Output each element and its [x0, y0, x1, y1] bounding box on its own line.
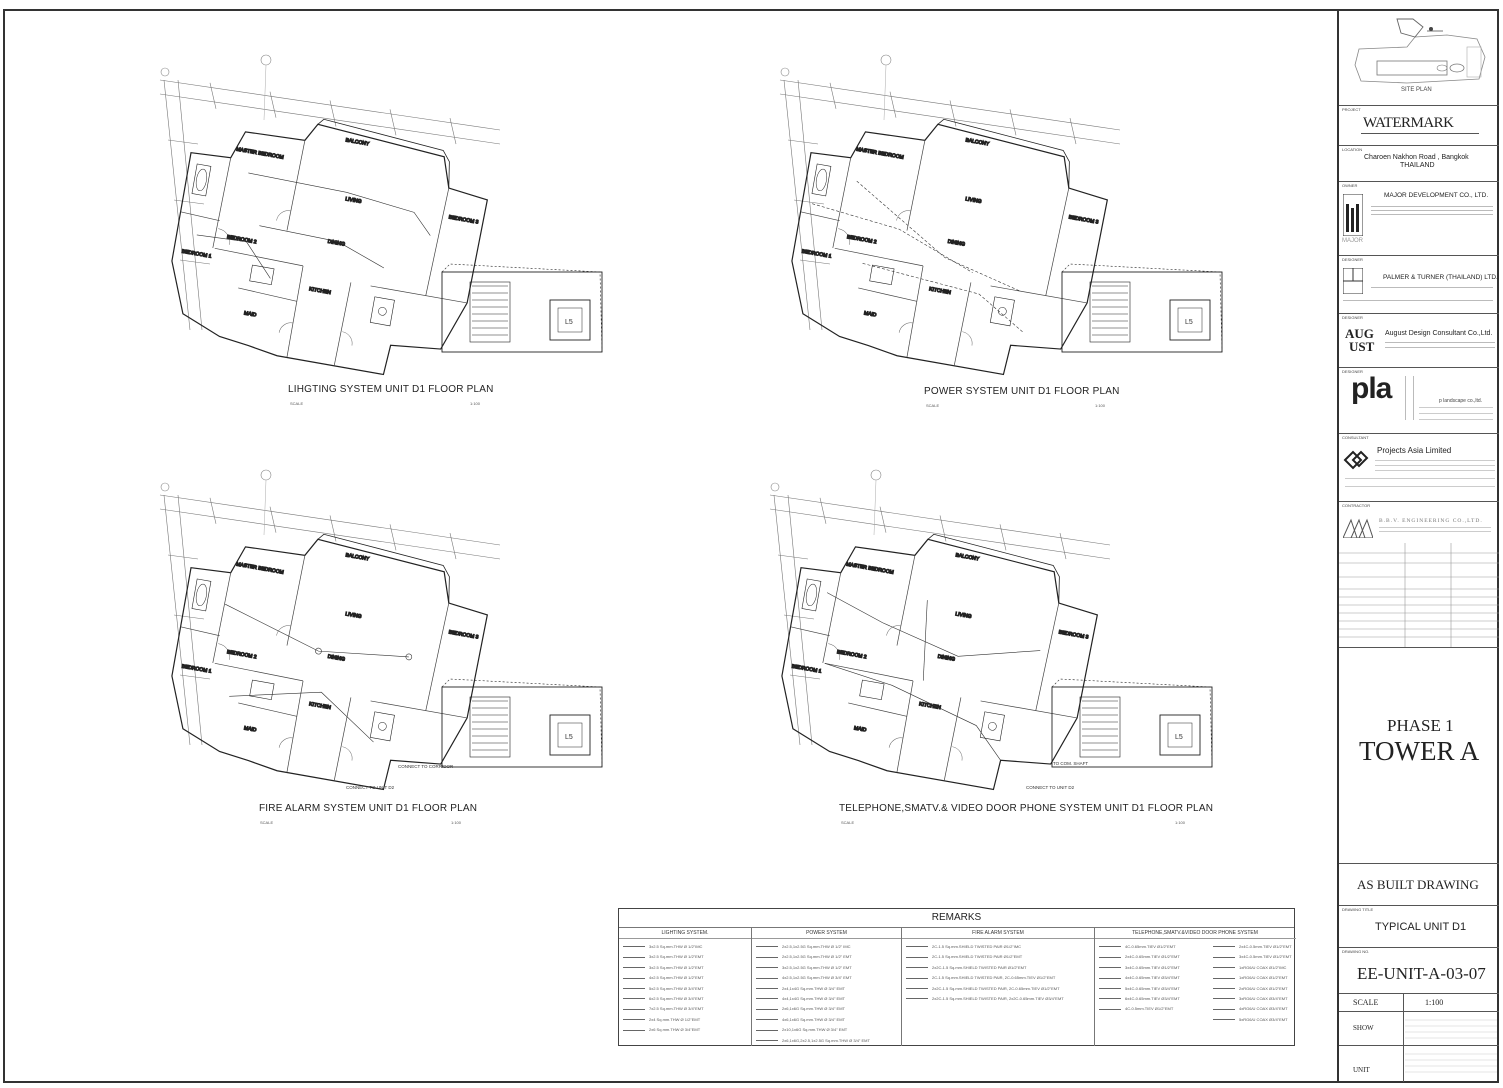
wiring-line-symbol — [756, 998, 778, 999]
remarks-column-head: TELEPHONE,SMATV.&VIDEO DOOR PHONE SYSTEM — [1132, 930, 1258, 936]
drawing-number: EE-UNIT-A-03-07 — [1357, 964, 1486, 983]
project-logo: WATERMARK — [1363, 115, 1454, 131]
contractor-name: B.B.V. ENGINEERING CO.,LTD. — [1379, 518, 1483, 524]
room-label-bedroom-3: BEDROOM 3 — [448, 214, 479, 226]
designer-2-name: August Design Consultant Co.,Ltd. — [1385, 330, 1493, 337]
room-label-dining: DINING — [937, 653, 956, 663]
project-section — [1339, 105, 1499, 145]
remarks-row-text: 5x2.5 Sq.mm.THW Ø 3/4"EMT — [649, 985, 704, 991]
plan-scale-label: SCALE — [290, 401, 304, 406]
wiring-line-symbol — [756, 957, 778, 958]
status-section — [1339, 863, 1499, 905]
consultant-logo-mark — [1343, 450, 1369, 470]
scale-section — [1339, 993, 1499, 1011]
room-label-maid: MAID — [853, 725, 867, 734]
contractor-section — [1339, 501, 1499, 543]
wiring-line-symbol — [623, 978, 645, 979]
remarks-row-text: 4x2.5,1x2.5G Sq.mm.THW Ø 3/4" EMT — [782, 975, 852, 981]
room-label-balcony: BALCONY — [964, 137, 990, 148]
room-label-kitchen: KITCHEN — [308, 701, 332, 712]
remarks-row — [1213, 996, 1288, 1001]
remarks-row-text: 4C-0.65mm.TIEV Ø1/2"EMT — [1125, 944, 1176, 949]
remarks-row-text: 2x4,1x4G Sq.mm.THW Ø 3/4" EMT — [782, 985, 845, 991]
plan-title-lighting: LIHGTING SYSTEM UNIT D1 FLOOR PLAN — [288, 384, 494, 395]
remarks-row — [906, 965, 1026, 970]
plan-scale-value: 1:100 — [470, 401, 481, 406]
remarks-row — [623, 1027, 700, 1032]
remarks-row — [1099, 954, 1180, 959]
plan-scale-label: SCALE — [841, 820, 855, 825]
remarks-row-text: 4C-0.5mm.TIEV Ø1/2"EMT — [1125, 1006, 1174, 1012]
wiring-line-symbol — [906, 998, 928, 999]
wiring-line-symbol — [756, 1019, 778, 1020]
owner-caption: OWNER — [1342, 183, 1358, 188]
plan-title-telephone: TELEPHONE,SMATV.& VIDEO DOOR PHONE SYSTEM UNIT D1 FLOOR PLAN — [839, 803, 1214, 814]
grid-bubble — [261, 470, 271, 480]
plan-title-power: POWER SYSTEM UNIT D1 FLOOR PLAN — [924, 386, 1120, 397]
owner-logo-text: MAJOR — [1342, 238, 1363, 244]
room-label-balcony: BALCONY — [344, 552, 370, 563]
room-label-bedroom-2: BEDROOM 2 — [226, 649, 257, 661]
wiring-line-symbol — [1099, 988, 1121, 989]
remarks-row — [623, 954, 704, 959]
remarks-row-text: 6x4C-0.65mm.TIEV Ø3/4"EMT — [1125, 996, 1180, 1001]
wiring-line-symbol — [623, 1019, 645, 1020]
consultant-name: Projects Asia Limited — [1377, 446, 1452, 455]
note-connect-unit: CONNECT TO UNIT D2 — [346, 785, 395, 790]
location-line-1: Charoen Nakhon Road , Bangkok — [1364, 154, 1469, 161]
consultant-section — [1339, 433, 1499, 501]
room-label-kitchen: KITCHEN — [308, 286, 332, 297]
remarks-column — [752, 928, 902, 1046]
lift-label: L5 — [565, 734, 573, 741]
room-label-dining: DINING — [327, 653, 346, 663]
remarks-row-text: 4x2.5 Sq.mm.THW Ø 1/2"EMT — [649, 975, 704, 981]
wiring-line-symbol — [623, 988, 645, 989]
show-section — [1339, 1011, 1499, 1045]
designer-2-logo-top: AUG — [1345, 326, 1374, 341]
designer-3-logo: pla — [1351, 372, 1392, 405]
remarks-row — [1213, 975, 1288, 980]
wiring-line-symbol — [756, 1009, 778, 1010]
remarks-row-text: 4x4C-0.65mm.TIEV Ø3/4"EMT — [1125, 975, 1180, 981]
wiring-line-symbol — [906, 988, 928, 989]
remarks-column — [1095, 928, 1258, 1046]
room-label-bedroom-2: BEDROOM 2 — [846, 234, 877, 246]
remarks-row — [1213, 986, 1288, 991]
room-label-bedroom-1: BEDROOM 1 — [801, 248, 832, 260]
remarks-row-text: 2xRG6/U COAX Ø1/2"EMT — [1239, 985, 1288, 991]
room-label-living: LIVING — [954, 611, 972, 621]
remarks-row-text: 7x2.5 Sq.mm.THW Ø 3/4"EMT — [649, 1006, 704, 1012]
wiring-line-symbol — [1099, 998, 1121, 999]
remarks-row — [623, 996, 704, 1001]
wiring-line-symbol — [623, 1030, 645, 1031]
wiring-line-symbol — [623, 998, 645, 999]
remarks-column-head: POWER SYSTEM — [806, 930, 847, 936]
room-label-kitchen: KITCHEN — [928, 286, 952, 297]
wiring-line-symbol — [906, 967, 928, 968]
grid-bubble — [161, 68, 169, 76]
phase-label: PHASE 1 — [1387, 716, 1454, 735]
owner-logo-mark — [1343, 194, 1363, 236]
designer-1-name: PALMER & TURNER (THAILAND) LTD. — [1383, 274, 1498, 281]
floor-plan — [159, 55, 602, 387]
remarks-row — [1213, 954, 1292, 959]
site-plan-sketch — [1347, 17, 1497, 95]
remarks-row — [756, 954, 852, 959]
grid-bubble — [871, 470, 881, 480]
designer-2-logo-bottom: UST — [1349, 339, 1375, 354]
room-label-bedroom-1: BEDROOM 1 — [791, 663, 822, 675]
plan-title-fire-alarm: FIRE ALARM SYSTEM UNIT D1 FLOOR PLAN — [259, 803, 478, 814]
remarks-row-text: 3x2.5 Sq.mm.THW Ø 1/2"EMT — [649, 964, 704, 970]
revision-grid — [1339, 543, 1499, 647]
room-label-living: LIVING — [344, 611, 362, 621]
scale-caption: SCALE — [1353, 998, 1379, 1007]
remarks-row-text: 2x10,1x6G Sq.mm.THW Ø 3/4" EMT — [782, 1027, 848, 1033]
remarks-row — [906, 986, 1060, 991]
room-label-bedroom-3: BEDROOM 3 — [1068, 214, 1099, 226]
remarks-row-text: 3xRG6/U COAX Ø3/4"EMT — [1239, 996, 1288, 1001]
stair-lift-core — [1052, 679, 1212, 767]
drawing-title: TYPICAL UNIT D1 — [1375, 921, 1467, 933]
remarks-row — [623, 965, 704, 970]
remarks-row — [906, 954, 1022, 959]
drawing-title-section — [1339, 905, 1499, 947]
remarks-row-text: 2C-1.5 Sq.mm.SHIELD TWISTED PAIR, 2C-0.65mm.TIEV Ø1/2"EMT — [932, 975, 1056, 981]
remarks-row — [1099, 975, 1180, 980]
remarks-row — [623, 1017, 700, 1022]
remarks-row — [1099, 996, 1180, 1001]
floor-plan — [779, 55, 1222, 387]
room-label-maid: MAID — [863, 310, 877, 319]
wiring-line-symbol — [1213, 967, 1235, 968]
remarks-column — [902, 928, 1095, 1046]
remarks-row-text: 2x4C-0.65mm.TIEV Ø1/2"EMT — [1125, 954, 1180, 960]
wiring-line-symbol — [906, 946, 928, 947]
unit-section — [1339, 1045, 1499, 1081]
designer-2-caption: DESIGNER — [1342, 315, 1363, 320]
remarks-row-text: 1xRG6/U COAX Ø1/2"IMC — [1239, 964, 1287, 970]
phase-section — [1339, 647, 1499, 863]
note-connect-unit: CONNECT TO UNIT D2 — [1026, 785, 1075, 790]
wiring-line-symbol — [756, 978, 778, 979]
remarks-row — [1099, 986, 1180, 991]
remarks-row-text: 2x2C-1.5 Sq.mm.SHIELD TWISTED PAIR, 2C-0.65mm.TIEV Ø1/2"EMT — [932, 985, 1060, 991]
wiring-line-symbol — [1099, 1009, 1121, 1010]
room-label-master-bedroom: MASTER BEDROOM — [855, 146, 905, 161]
lift-label: L5 — [1185, 319, 1193, 326]
remarks-row-text: 2x4 Sq.mm.THW Ø 1/2"EMT — [649, 1016, 701, 1022]
remarks-row — [906, 975, 1055, 980]
wiring-line-symbol — [623, 1009, 645, 1010]
note-to-com-shaft: TO COM. SHAFT — [1053, 761, 1089, 766]
remarks-row — [1213, 1017, 1288, 1022]
room-label-bedroom-3: BEDROOM 3 — [448, 629, 479, 641]
grid-bubble — [781, 68, 789, 76]
remarks-row — [756, 1006, 845, 1011]
unit-caption: UNIT — [1353, 1066, 1370, 1074]
remarks-row-text: 3x4C-0.65mm.TIEV Ø1/2"EMT — [1125, 964, 1180, 970]
remarks-row-text: 2x2C-1.5 Sq.mm.SHIELD TWISTED PAIR, 2x2C-0.65mm.TIEV Ø3/4"EMT — [932, 996, 1064, 1001]
room-label-master-bedroom: MASTER BEDROOM — [235, 146, 285, 161]
wiring-line-symbol — [1213, 957, 1235, 958]
remarks-row — [756, 1017, 845, 1022]
remarks-row-text: 2x4C-0.5mm.TIEV Ø1/2"EMT — [1239, 944, 1292, 949]
room-label-dining: DINING — [947, 238, 966, 248]
stair-lift-core — [1062, 264, 1222, 352]
remarks-column — [1209, 928, 1296, 1046]
wiring-line-symbol — [623, 957, 645, 958]
remarks-row — [906, 996, 1064, 1001]
remarks-row — [623, 986, 704, 991]
remarks-row-text: 2x6 Sq.mm.THW Ø 3/4"EMT — [649, 1027, 701, 1033]
show-caption: SHOW — [1353, 1024, 1374, 1032]
wiring-line-symbol — [1213, 1009, 1235, 1010]
remarks-row-text: 3x2.5,1x2.5G Sq.mm.THW Ø 1/2" EMT — [782, 964, 852, 970]
consultant-caption: CONSULTANT — [1342, 435, 1369, 440]
wiring-line-symbol — [756, 1030, 778, 1031]
plan-scale-value: 1:100 — [1095, 403, 1106, 408]
site-plan-label: SITE PLAN — [1401, 87, 1432, 93]
location-line-2: THAILAND — [1400, 162, 1435, 169]
designer-3-section — [1339, 367, 1499, 433]
remarks-row-text: 6x2.5 Sq.mm.THW Ø 3/4"EMT — [649, 996, 704, 1001]
designer-1-section — [1339, 255, 1499, 313]
room-label-balcony: BALCONY — [954, 552, 980, 563]
remarks-row — [756, 1038, 870, 1043]
wiring-line-symbol — [1213, 978, 1235, 979]
remarks-row — [1213, 965, 1286, 970]
floor-plan — [159, 470, 602, 802]
contractor-caption: CONTRACTOR — [1342, 503, 1371, 508]
wiring-line-symbol — [623, 946, 645, 947]
note-connect-corridor: CONNECT TO CORRIDOR — [398, 764, 454, 769]
remarks-row-text: 4x4,1x4G Sq.mm.THW Ø 3/4" EMT — [782, 996, 845, 1001]
wiring-line-symbol — [1213, 998, 1235, 999]
remarks-row-text: 2C-1.5 Sq.mm.SHIELD TWISTED PAIR Ø1/2"IMC — [932, 944, 1022, 949]
room-label-kitchen: KITCHEN — [918, 701, 942, 712]
room-label-master-bedroom: MASTER BEDROOM — [845, 561, 895, 576]
location-section — [1339, 145, 1499, 181]
drawing-title-caption: DRAWING TITLE — [1342, 907, 1374, 912]
remarks-row-text: 2x6,1x6G Sq.mm.THW Ø 3/4" EMT — [782, 1006, 845, 1012]
remarks-row-text: 5x4C-0.65mm.TIEV Ø3/4"EMT — [1125, 985, 1180, 991]
project-caption: PROJECT — [1342, 107, 1361, 112]
remarks-column-head: LIGHTING SYSTEM. — [661, 930, 709, 936]
wiring-line-symbol — [906, 978, 928, 979]
designer-3-caption: DESIGNER — [1342, 369, 1363, 374]
remarks-row-text: 3x2.5 Sq.mm.THW Ø 1/2"IMC — [649, 944, 703, 949]
room-label-living: LIVING — [964, 196, 982, 206]
designer-3-name: p landscape co.,ltd. — [1439, 398, 1483, 404]
wiring-line-symbol — [1213, 1019, 1235, 1020]
remarks-row — [1213, 944, 1292, 949]
wiring-line-symbol — [1213, 988, 1235, 989]
room-label-master-bedroom: MASTER BEDROOM — [235, 561, 285, 576]
stair-lift-core — [442, 679, 602, 767]
remarks-row — [756, 1027, 847, 1032]
plan-scale-value: 1:100 — [451, 820, 462, 825]
wiring-line-symbol — [1099, 967, 1121, 968]
remarks-row-text: 2x2C-1.5 Sq.mm.SHIELD TWISTED PAIR Ø1/2"EMT — [932, 964, 1027, 970]
room-label-bedroom-2: BEDROOM 2 — [226, 234, 257, 246]
wiring-line-symbol — [623, 967, 645, 968]
room-label-dining: DINING — [327, 238, 346, 248]
designer-2-section — [1339, 313, 1499, 367]
wiring-line-symbol — [756, 967, 778, 968]
remarks-row-text: 5xRG6/U COAX Ø3/4"EMT — [1239, 1016, 1288, 1022]
wiring-line-symbol — [1099, 946, 1121, 947]
tower-label: TOWER A — [1359, 736, 1480, 766]
remarks-row-text: 3x2.5 Sq.mm.THW Ø 1/2"EMT — [649, 954, 704, 960]
grid-bubble — [771, 483, 779, 491]
remarks-row — [1099, 1006, 1173, 1011]
remarks-row — [1099, 944, 1176, 949]
room-label-maid: MAID — [243, 725, 257, 734]
remarks-row — [1213, 1006, 1288, 1011]
status-label: AS BUILT DRAWING — [1357, 877, 1479, 892]
floor-plan — [769, 470, 1212, 802]
owner-section — [1339, 181, 1499, 255]
remarks-row — [756, 965, 852, 970]
title-block — [1337, 9, 1499, 1083]
wiring-line-symbol — [756, 988, 778, 989]
remarks-row-text: 4x6,1x6G Sq.mm.THW Ø 3/4" EMT — [782, 1016, 845, 1022]
wiring-line-symbol — [1099, 978, 1121, 979]
room-label-bedroom-1: BEDROOM 1 — [181, 248, 212, 260]
remarks-row — [623, 975, 704, 980]
lift-label: L5 — [565, 319, 573, 326]
remarks-column — [619, 928, 752, 1046]
remarks-row-text: 2C-1.5 Sq.mm.SHIELD TWISTED PAIR Ø1/2"EMT — [932, 954, 1023, 960]
grid-bubble — [881, 55, 891, 65]
remarks-row — [623, 1006, 704, 1011]
plan-scale-label: SCALE — [926, 403, 940, 408]
remarks-row-text: 3x4C-0.5mm.TIEV Ø1/2"EMT — [1239, 954, 1292, 960]
remarks-row — [1099, 965, 1180, 970]
wiring-line-symbol — [756, 946, 778, 947]
lift-label: L5 — [1175, 734, 1183, 741]
remarks-row-text: 1xRG6/U COAX Ø1/2"EMT — [1239, 975, 1288, 981]
stair-lift-core — [442, 264, 602, 352]
remarks-row — [756, 975, 852, 980]
grid-bubble — [161, 483, 169, 491]
designer-1-caption: DESIGNER — [1342, 257, 1363, 262]
remarks-row — [756, 944, 851, 949]
location-caption: LOCATION — [1342, 147, 1363, 152]
plan-scale-label: SCALE — [260, 820, 274, 825]
room-label-balcony: BALCONY — [344, 137, 370, 148]
room-label-bedroom-2: BEDROOM 2 — [836, 649, 867, 661]
remarks-row-text: 2x2.5,1x2.5G Sq.mm.THW Ø 1/2" EMT — [782, 954, 852, 960]
remarks-row-text: 2x6,1x6G,2x2.5,1x2.5G Sq.mm.THW Ø 3/4" EMT — [782, 1037, 870, 1043]
remarks-title: REMARKS — [931, 912, 982, 923]
owner-name: MAJOR DEVELOPMENT CO., LTD. — [1384, 192, 1489, 199]
wiring-line-symbol — [906, 957, 928, 958]
remarks-column-head: FIRE ALARM SYSTEM — [972, 930, 1024, 936]
drawing-no-section — [1339, 947, 1499, 993]
grid-bubble — [261, 55, 271, 65]
wiring-line-symbol — [756, 1040, 778, 1041]
wiring-line-symbol — [1099, 957, 1121, 958]
room-label-maid: MAID — [243, 310, 257, 319]
room-label-bedroom-3: BEDROOM 3 — [1058, 629, 1089, 641]
remarks-row — [756, 996, 845, 1001]
contractor-logo-mark — [1343, 516, 1373, 538]
scale-value: 1:100 — [1425, 998, 1444, 1007]
designer-1-logo-mark — [1343, 268, 1363, 294]
remarks-row — [906, 944, 1021, 949]
room-label-living: LIVING — [344, 196, 362, 206]
plan-scale-value: 1:100 — [1175, 820, 1186, 825]
remarks-row-text: 2x2.5,1x2.5G Sq.mm.THW Ø 1/2" IMC — [782, 944, 851, 949]
wiring-line-symbol — [1213, 946, 1235, 947]
drawing-no-caption: DRAWING NO. — [1342, 949, 1370, 954]
room-label-bedroom-1: BEDROOM 1 — [181, 663, 212, 675]
remarks-row — [756, 986, 845, 991]
remarks-row — [623, 944, 702, 949]
remarks-table — [618, 908, 1295, 1046]
remarks-row-text: 4xRG6/U COAX Ø3/4"EMT — [1239, 1006, 1288, 1012]
